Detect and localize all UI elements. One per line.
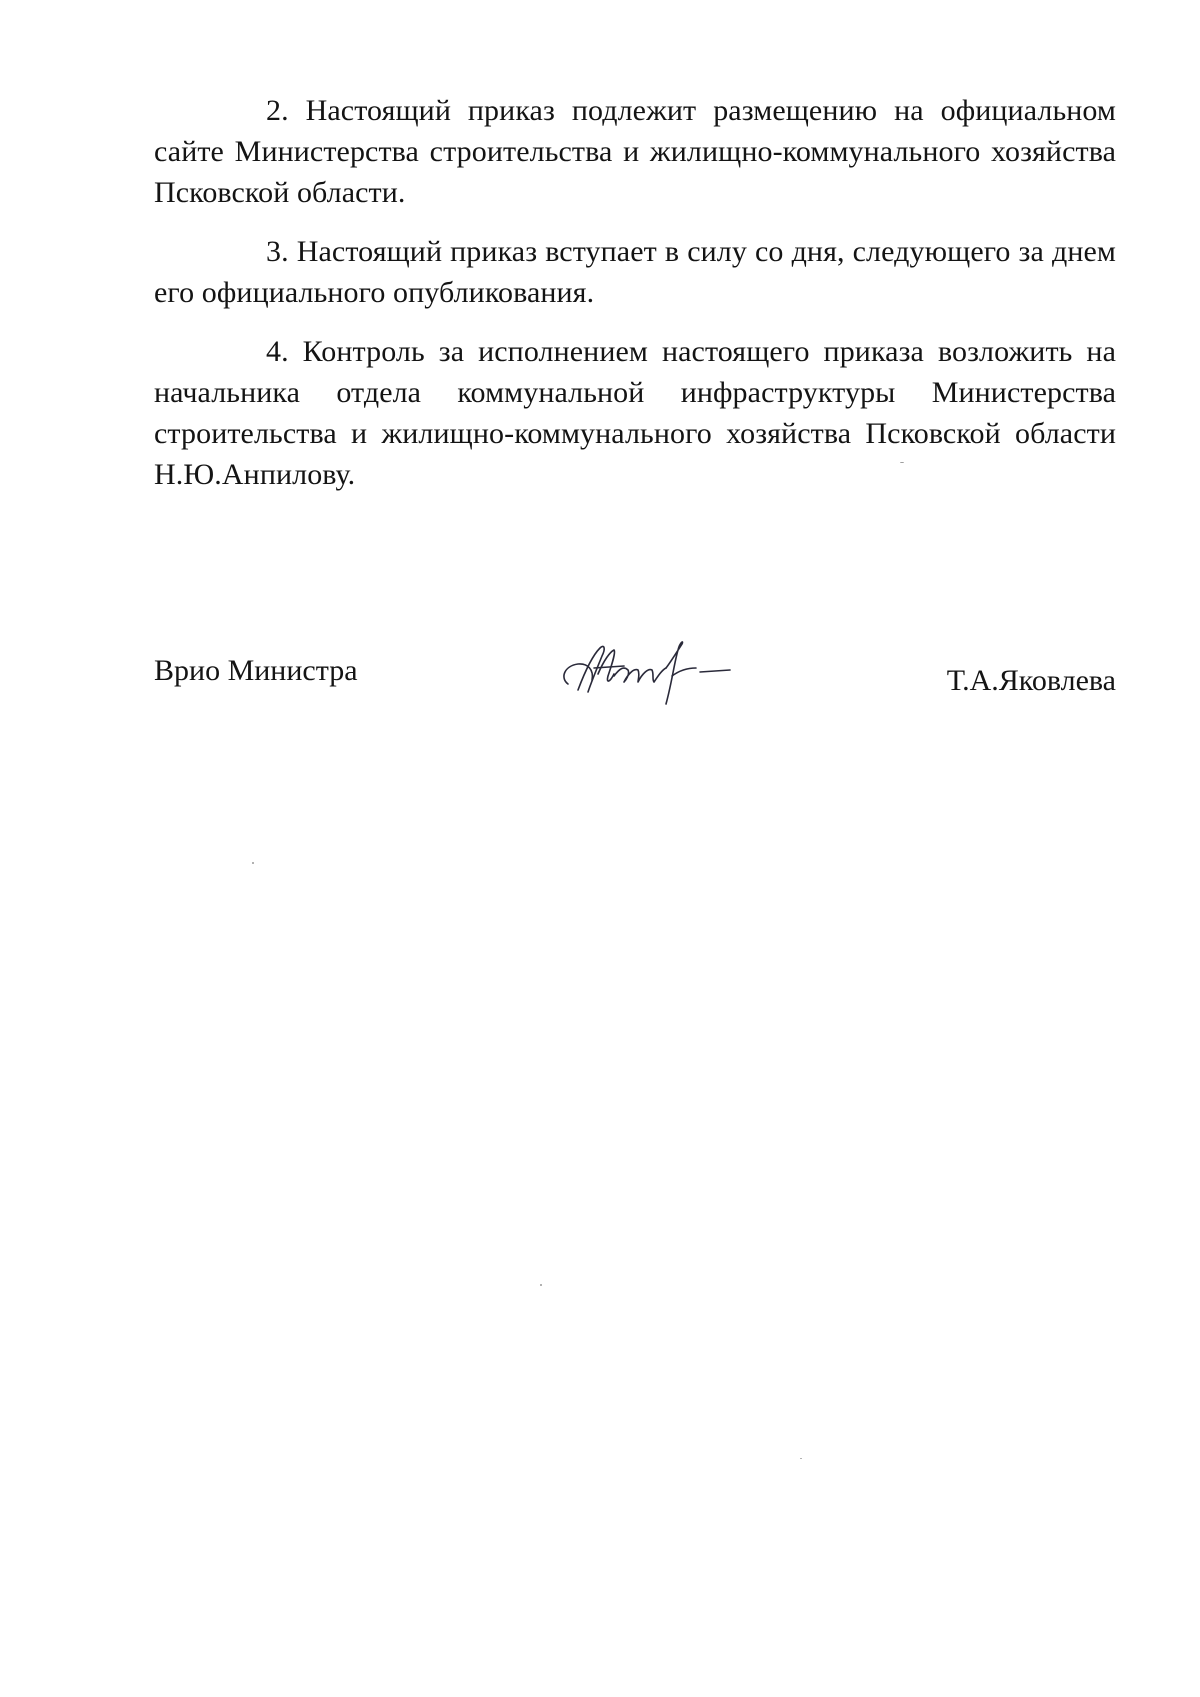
signatory-name: Т.А.Яковлева: [946, 664, 1116, 697]
scan-speck: [540, 1284, 542, 1286]
paragraph-2: 2. Настоящий приказ подлежит размещению на официальном сайте Министерства строительства и жилищно-коммунального хозяйства Псковской области.: [154, 94, 1116, 209]
signature-block: [154, 630, 1116, 720]
scan-speck: [900, 462, 904, 463]
handwritten-signature: [554, 630, 744, 720]
scan-speck: [252, 862, 254, 864]
signatory-position: Врио Министра: [154, 654, 358, 687]
paragraph-3: 3. Настоящий приказ вступает в силу со дня, следующего за днем его официального опубликования.: [154, 235, 1116, 309]
scan-speck: [800, 1458, 802, 1459]
document-body: [154, 90, 1116, 513]
paragraph-4: 4. Контроль за исполнением настоящего приказа возложить на начальника отдела коммунальной инфраструктуры Министерства строительства и жилищно-коммунального хозяйства Псковской области Н.Ю.Анпилову.: [154, 335, 1116, 491]
